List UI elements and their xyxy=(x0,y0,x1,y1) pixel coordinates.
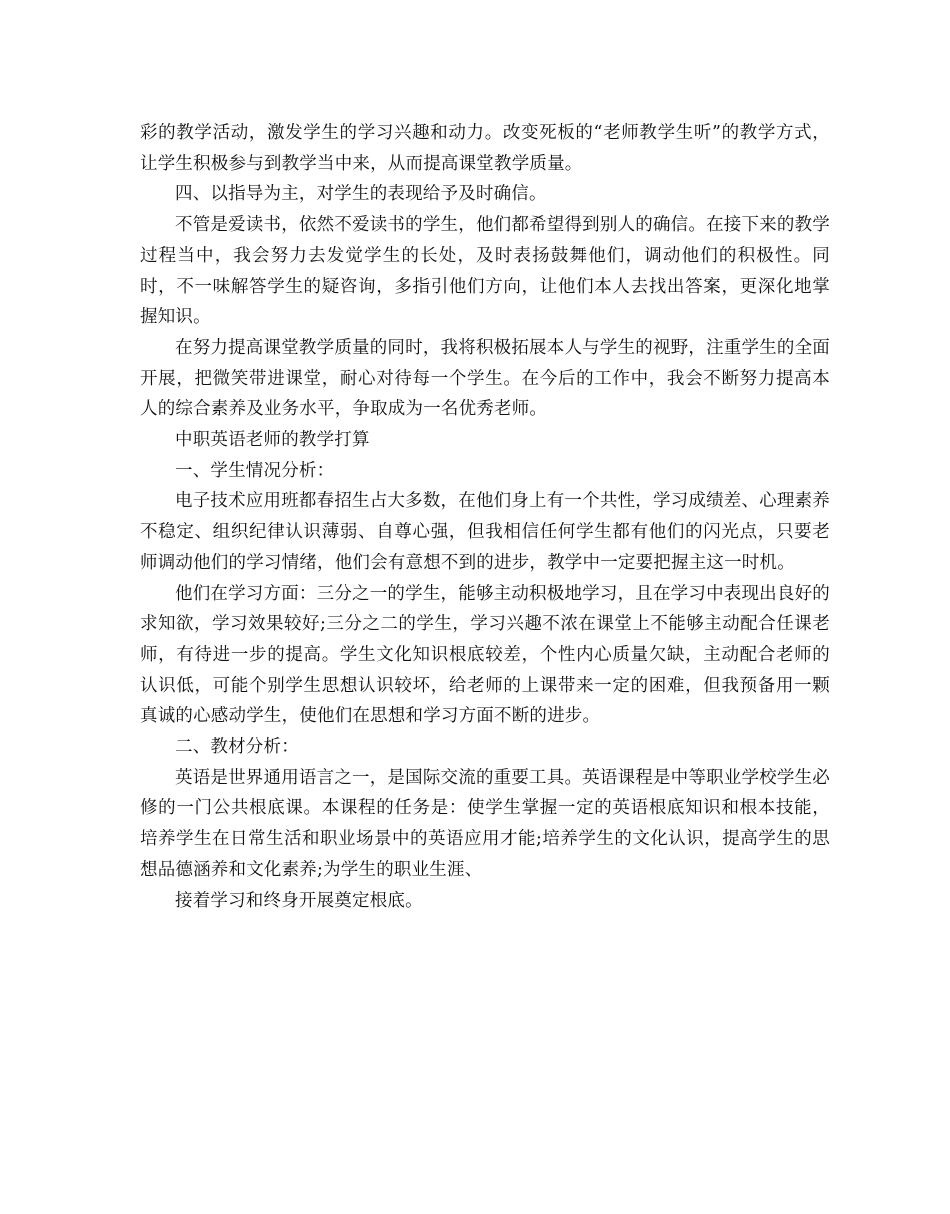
paragraph: 英语是世界通用语言之一，是国际交流的重要工具。英语课程是中等职业学校学生必修的一门公共根底课。本课程的任务是：使学生掌握一定的英语根底知识和根本技能，培养学生在日常生活和职业场景中的英语应用才能;培养学生的文化认识，提高学生的思想品德涵养和文化素养;为学生的职业生涯、 xyxy=(140,767,830,880)
paragraph: 不管是爱读书，依然不爱读书的学生，他们都希望得到别人的确信。在接下来的教学过程当中，我会努力去发觉学生的长处，及时表扬鼓舞他们，调动他们的积极性。同时，不一味解答学生的疑咨询，多指引他们方向，让他们本人去找出答案，更深化地掌握知识。 xyxy=(140,215,830,328)
section-heading: 四、以指导为主，对学生的表现给予及时确信。 xyxy=(175,184,547,205)
paragraph: 他们在学习方面：三分之一的学生，能够主动积极地学习，且在学习中表现出良好的求知欲，学习效果较好;三分之二的学生，学习兴趣不浓在课堂上不能够主动配合任课老师，有待进一步的提高。学生文化知识根底较差，个性内心质量欠缺，主动配合老师的认识低，可能个别学生思想认识较坏，给老师的上课带来一定的困难，但我预备用一颗真诚的心感动学生，使他们在思想和学习方面不断的进步。 xyxy=(140,583,830,727)
document-title: 中职英语老师的教学打算 xyxy=(175,430,370,451)
document-body xyxy=(140,118,830,916)
paragraph: 接着学习和终身开展奠定根底。 xyxy=(175,890,423,911)
paragraph: 彩的教学活动，激发学生的学习兴趣和动力。改变死板的“老师教学生听”的教学方式，让学生积极参与到教学当中来，从而提高课堂教学质量。 xyxy=(140,123,830,174)
paragraph: 在努力提高课堂教学质量的同时，我将积极拓展本人与学生的视野，注重学生的全面开展，把微笑带进课堂，耐心对待每一个学生。在今后的工作中，我会不断努力提高本人的综合素养及业务水平，争取成为一名优秀老师。 xyxy=(140,337,830,420)
paragraph: 电子技术应用班都春招生占大多数，在他们身上有一个共性，学习成绩差、心理素养不稳定、组织纪律认识薄弱、自尊心强，但我相信任何学生都有他们的闪光点，只要老师调动他们的学习情绪，他们会有意想不到的进步，教学中一定要把握主这一时机。 xyxy=(140,491,830,573)
section-heading: 一、学生情况分析： xyxy=(175,460,335,481)
section-heading: 二、教材分析： xyxy=(175,737,299,758)
